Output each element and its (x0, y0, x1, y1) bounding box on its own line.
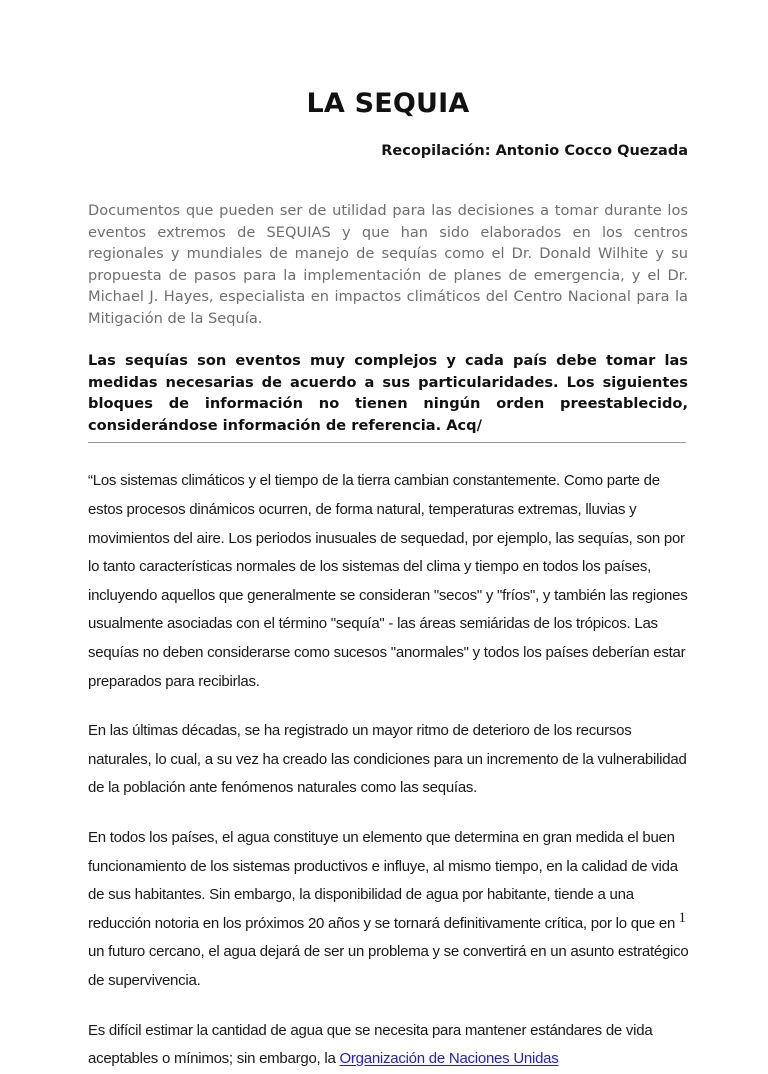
body-paragraph-4-text: Es difícil estimar la cantidad de agua que se necesita para mantener estándares de vida aceptables o mínimos; sin embargo, la (88, 1021, 653, 1068)
document-content (88, 0, 688, 1074)
united-nations-link[interactable]: Organización de Naciones Unidas (339, 1050, 559, 1068)
body-paragraph-1: “Los sistemas climáticos y el tiempo de la tierra cambian constantemente. Como parte de estos procesos dinámicos ocurren, de forma natural, temperaturas extremas, lluvias y movimientos del aire. Los periodos inusuales de sequedad, por ejemplo, las sequías, son por lo tanto características normales de los sistemas del clima y tiempo en todos los países, incluyendo aquellos que generalmente se consideran "secos" y "fríos", y también las regiones usualmente asociadas con el término "sequía" - las áreas semiáridas de los trópicos. Las sequías no deben considerarse como sucesos "anormales" y todos los países deberían estar preparados para recibirlas. (88, 472, 688, 690)
lead-paragraph: Las sequías son eventos muy complejos y cada país debe tomar las medidas necesarias de acuerdo a sus particularidades. Los siguientes bloques de información no tienen ningún orden preestablecido, considerándose información de referencia. Acq/ (88, 352, 688, 434)
body-paragraph-3: En todos los países, el agua constituye un elemento que determina en gran medida el buen funcionamiento de los sistemas productivos e influye, al mismo tiempo, en la calidad de vida de sus habitantes. Sin embargo, la disponibilidad de agua por habitante, tiende a una reducción notoria en los próximos 20 años y se tornará definitivamente crítica, por lo que en un futuro cercano, el agua dejará de ser un problema y se convertirá en un asunto estratégico de supervivencia. (88, 828, 689, 989)
page-title: LA SEQUIA (306, 88, 470, 119)
document-byline: Recopilación: Antonio Cocco Quezada (381, 143, 688, 160)
body-paragraph-2: En las últimas décadas, se ha registrado un mayor ritmo de deterioro de los recursos naturales, lo cual, a su vez ha creado las condiciones para un incremento de la vulnerabilidad de la población ante fenómenos naturales como las sequías. (88, 722, 687, 797)
body-paragraph-4 (88, 996, 692, 1074)
intro-paragraph: Documentos que pueden ser de utilidad para las decisiones a tomar durante los eventos extremos de SEQUIAS y que han sido elaborados en los centros regionales y mundiales de manejo de sequías como el Dr. Donald Wilhite y su propuesta de pasos para la implementación de planes de emergencia, y el Dr. Michael J. Hayes, especialista en impactos climáticos del Centro Nacional para la Mitigación de la Sequía. (88, 202, 688, 327)
page-number: 1 (678, 910, 686, 926)
